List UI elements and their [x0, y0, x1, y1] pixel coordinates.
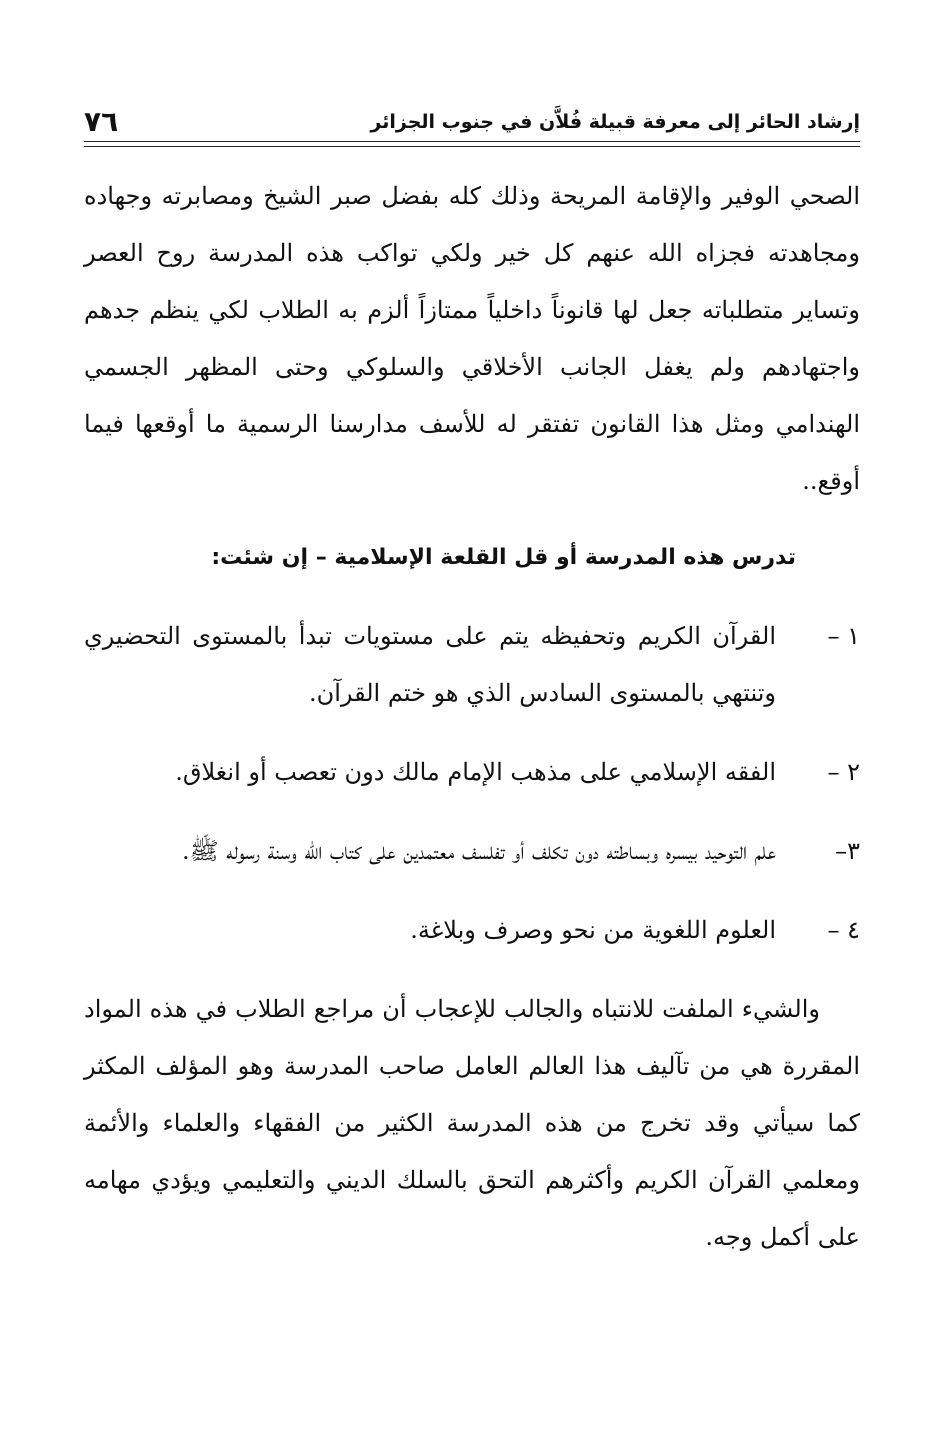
page-header	[84, 96, 860, 146]
list-item-number: ٤ –	[827, 916, 860, 944]
list-item	[84, 902, 860, 959]
list-item-text: علم التوحيد بيسره وبساطته دون تكلف أو تفلسف معتمدين على كتاب الله وسنة رسوله ﷺ.	[181, 837, 776, 865]
list-item-text: العلوم اللغوية من نحو وصرف وبلاغة.	[410, 916, 776, 944]
list-item	[84, 608, 860, 722]
intro-paragraph: الصحي الوفير والإقامة المريحة وذلك كله بفضل صبر الشيخ ومصابرته وجهاده ومجاهدته فجزاه الله عنهم كل خير ولكي تواكب هذه المدرسة روح العصر وتساير متطلباته جعل لها قانوناً داخلياً ممتازاً ألزم به الطلاب لكي ينظم جدهم واجتهادهم ولم يغفل الجانب الأخلاقي والسلوكي وحتى المظهر الجسمي الهندامي ومثل هذا القانون تفتقر له للأسف مدارسنا الرسمية ما أوقعها فيما أوقع..	[84, 182, 861, 495]
list-item-number: ٢ –	[827, 758, 860, 786]
section-heading: تدرس هذه المدرسة أو قل القلعة الإسلامية – إن شئت:	[211, 545, 796, 570]
book-page	[84, 0, 860, 1454]
page-number: ٧٦	[84, 105, 119, 138]
closing-paragraph: والشيء الملفت للانتباه والجالب للإعجاب أن مراجع الطلاب في هذه المواد المقررة هي من تآليف هذا العالم العامل صاحب المدرسة وهو المؤلف المكثر كما سيأتي وقد تخرج من هذه المدرسة الكثير من الفقهاء والعلماء والأئمة ومعلمي القرآن الكريم وأكثرهم التحق بالسلك الديني والتعليمي ويؤدي مهامه على أكمل وجه.	[84, 995, 860, 1251]
header-rule-bottom	[84, 146, 860, 147]
list-item-number: ١ –	[827, 622, 860, 650]
list-item-number: ٣–	[835, 837, 860, 865]
list-item-text: الفقه الإسلامي على مذهب الإمام مالك دون تعصب أو انغلاق.	[175, 758, 776, 786]
list-item-text: القرآن الكريم وتحفيظه يتم على مستويات تبدأ بالمستوى التحضيري وتنتهي بالمستوى السادس الذي هو ختم القرآن.	[84, 622, 776, 707]
subjects-list	[84, 608, 860, 959]
list-item	[84, 744, 860, 801]
list-item	[84, 823, 860, 880]
running-title: إرشاد الحائر إلى معرفة قبيلة فُلاَّن في جنوب الجزائر	[370, 111, 860, 133]
page-body	[84, 168, 860, 1266]
header-rule-top	[84, 141, 860, 142]
